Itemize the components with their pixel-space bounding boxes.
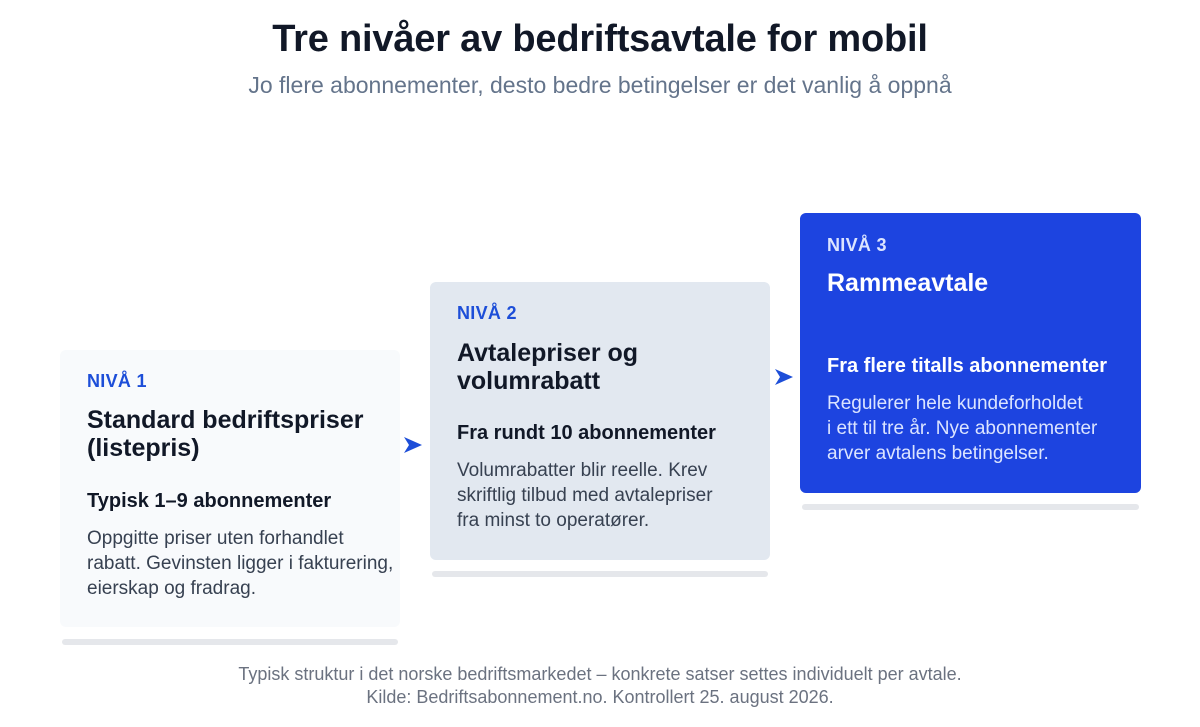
page-subtitle: Jo flere abonnementer, desto bedre betingelser er det vanlig å oppnå <box>248 72 952 98</box>
level-range: Fra rundt 10 abonnementer <box>457 422 716 444</box>
level-description: Volumrabatter blir reelle. Krev skriftlig tilbud med avtalepriser fra minst to operatører. <box>457 460 713 531</box>
level-label: NIVÅ 2 <box>457 303 517 323</box>
arrow-right-icon <box>774 368 794 386</box>
card-shadow-3 <box>802 504 1139 510</box>
level-card-3 <box>800 213 1141 493</box>
arrow-right-icon <box>403 436 423 454</box>
level-range: Typisk 1–9 abonnementer <box>87 490 332 512</box>
level-description: Oppgitte priser uten forhandlet rabatt. Gevinsten ligger i fakturering, eierskap og fradrag. <box>87 528 394 599</box>
level-label: NIVÅ 1 <box>87 371 147 391</box>
level-card-2 <box>430 282 770 560</box>
card-shadow-1 <box>62 639 398 645</box>
level-card-1 <box>60 350 400 627</box>
level-range: Fra flere titalls abonnementer <box>827 355 1108 377</box>
footer-source: Kilde: Bedriftsabonnement.no. Kontrollert 25. august 2026. <box>366 687 834 707</box>
level-description: Regulerer hele kundeforholdet i ett til tre år. Nye abonnementer arver avtalens betingelser. <box>827 393 1098 464</box>
level-name: Rammeavtale <box>827 269 989 297</box>
level-name: Avtalepriser og volumrabatt <box>457 339 639 395</box>
card-shadow-2 <box>432 571 768 577</box>
footer-note: Typisk struktur i det norske bedriftsmarkedet – konkrete satser settes individuelt per avtale. <box>238 664 962 684</box>
page-title: Tre nivåer av bedriftsavtale for mobil <box>272 18 928 60</box>
level-name: Standard bedriftspriser (listepris) <box>87 406 364 462</box>
level-label: NIVÅ 3 <box>827 235 887 255</box>
